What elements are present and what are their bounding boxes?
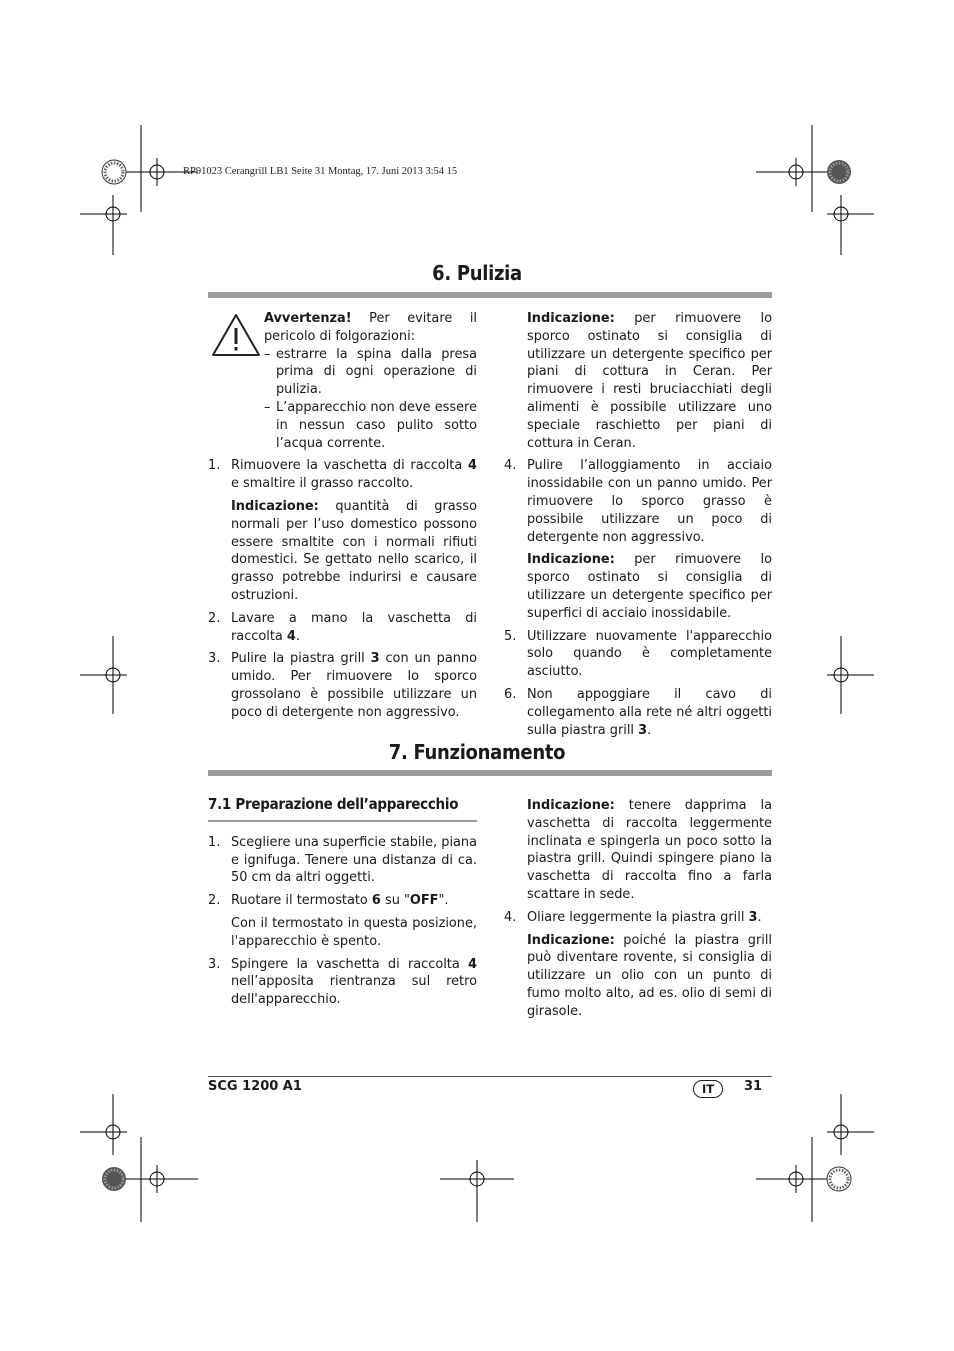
- note: Indicazione: per rimuovere lo sporco ostinato si consiglia di utilizzare un detergente specifico per piani di cottura in Ceran. Per rimuovere i resti bruciacchiati degli alimenti è possibile utilizzare uno speciale raschietto per piani di cottura in Ceran.: [527, 311, 772, 451]
- section-rule: [208, 770, 772, 776]
- warning-text: Avvertenza! Per evitare il pericolo di folgorazioni:: [264, 311, 477, 344]
- list-item: 1. Rimuovere la vaschetta di raccolta 4 e smaltire il grasso raccolto.: [208, 458, 477, 492]
- list-item: 3. Spingere la vaschetta di raccolta 4 nell’apposita rientranza sul retro dell'apparecchio.: [208, 956, 477, 1008]
- warning-dash: – estrarre la spina dalla presa prima di ogni operazione di pulizia.: [264, 346, 477, 398]
- section7-left-column: [208, 796, 477, 1009]
- note: Indicazione: quantità di grasso normali per l’uso domestico possono essere smaltite con i normali rifiuti domestici. Se gettato nello scarico, il grasso potrebbe indurirsi e causare ostruzioni.: [231, 498, 477, 603]
- section-title-pulizia: 6. Pulizia: [432, 261, 522, 285]
- note: Indicazione: tenere dapprima la vaschetta di raccolta leggermente inclinata e spingerla un poco sotto la piastra grill. Quindi spingere piano la vaschetta di raccolta fino a farla scattare in sede.: [527, 798, 772, 902]
- list-item: 1. Scegliere una superficie stabile, piana e ignifuga. Tenere una distanza di ca. 50 cm da altri oggetti.: [208, 834, 477, 886]
- page-number: 31: [744, 1079, 763, 1094]
- footer-model: SCG 1200 A1: [208, 1079, 302, 1094]
- list-item: 2. Lavare a mano la vaschetta di raccolta 4.: [208, 610, 477, 644]
- section-rule: [208, 292, 772, 298]
- section6-left-column: [208, 310, 477, 722]
- list-item: 6. Non appoggiare il cavo di collegamento alla rete né altri oggetti sulla piastra grill 3.: [504, 686, 772, 738]
- list-item: 5. Utilizzare nuovamente l'apparecchio solo quando è completamente asciutto.: [504, 628, 772, 680]
- note: Indicazione: poiché la piastra grill può diventare rovente, si consiglia di utilizzare un olio con un punto di fumo molto alto, ad es. olio di semi di girasole.: [527, 932, 772, 1019]
- print-header: RP91023 Cerangrill LB1 Seite 31 Montag, 17. Juni 2013 3:54 15: [183, 166, 458, 177]
- list-item: 2. Ruotare il termostato 6 su "OFF".: [208, 893, 449, 909]
- list-item: 4. Oliare leggermente la piastra grill 3.: [504, 909, 762, 925]
- subsection-title: 7.1 Preparazione dell’apparecchio: [208, 795, 459, 813]
- language-badge: IT: [693, 1080, 723, 1098]
- note: Indicazione: per rimuovere lo sporco ostinato si consiglia di utilizzare un detergente specifico per superfici di acciaio inossidabile.: [527, 552, 772, 621]
- footer-rule: [208, 1076, 772, 1077]
- list-item: 3. Pulire la piastra grill 3 con un panno umido. Per rimuovere lo sporco grossolano è possibile utilizzare un poco di detergente non aggressivo.: [208, 651, 477, 720]
- warning-dash: – L’apparecchio non deve essere in nessun caso pulito sotto l’acqua corrente.: [264, 399, 477, 451]
- section7-right-column: [504, 797, 772, 1021]
- section6-right-column: [504, 310, 772, 739]
- step-followup: Con il termostato in questa posizione, l'apparecchio è spento.: [231, 915, 477, 949]
- list-item: 4. Pulire l’alloggiamento in acciaio inossidabile con un panno umido. Per rimuovere lo sporco grasso è possibile utilizzare un poco di detergente non aggressivo.: [504, 458, 772, 545]
- section-title-funzionamento: 7. Funzionamento: [388, 740, 566, 764]
